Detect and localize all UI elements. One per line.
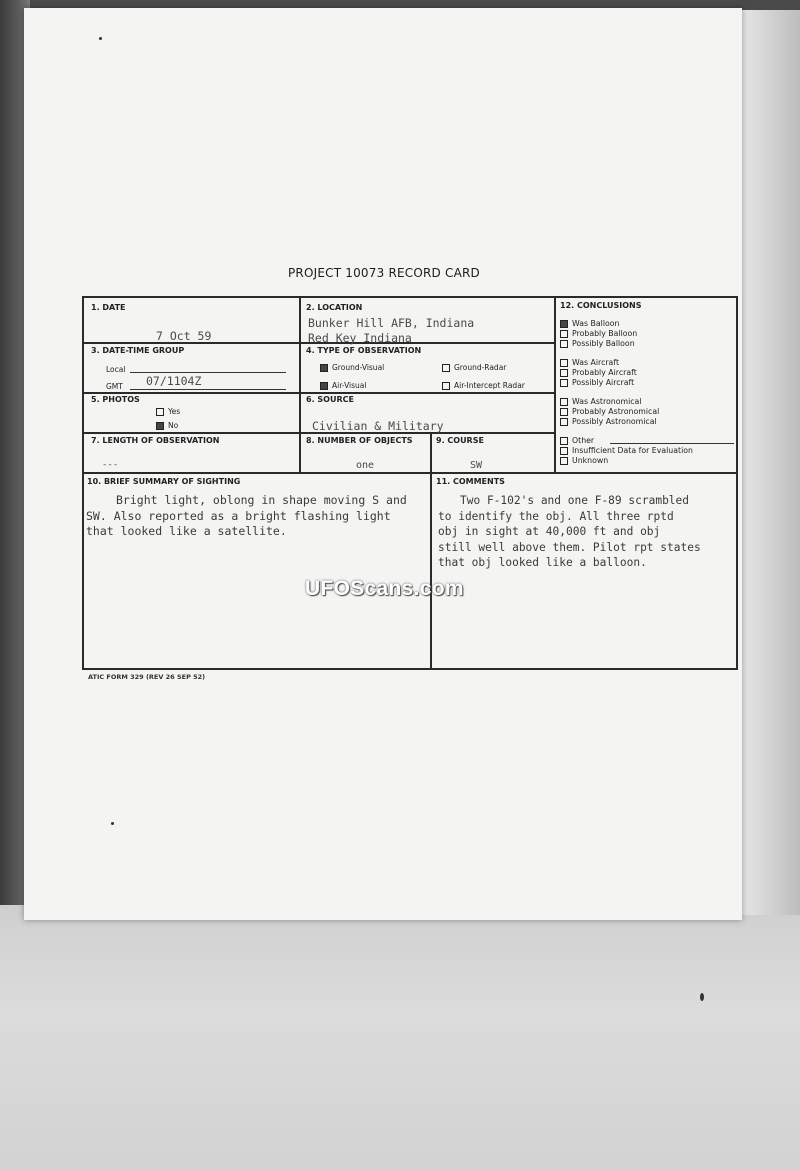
conclusion-was-astronomical: Was Astronomical <box>560 397 642 407</box>
comments-label: 11. COMMENTS <box>436 477 505 486</box>
checkbox-checked-icon <box>320 364 328 372</box>
location-line1: Bunker Hill AFB, Indiana <box>308 316 475 330</box>
local-label: Local <box>106 365 126 374</box>
gmt-label: GMT <box>106 382 123 391</box>
conclusion-possibly-astronomical: Possibly Astronomical <box>560 417 657 427</box>
scan-bottom-area <box>0 905 800 1170</box>
checkbox-icon <box>560 398 568 406</box>
date-value: 7 Oct 59 <box>156 329 212 343</box>
comments-line: obj in sight at 40,000 ft and obj <box>438 525 661 538</box>
conclusion-probably-balloon: Probably Balloon <box>560 329 637 339</box>
checkbox-checked-icon <box>156 422 164 430</box>
date-label: 1. DATE <box>91 303 126 312</box>
speck <box>111 822 114 825</box>
conclusion-probably-astronomical: Probably Astronomical <box>560 407 659 417</box>
checkbox-icon <box>442 364 450 372</box>
speck <box>99 37 102 40</box>
photos-no: No <box>156 421 178 430</box>
checkbox-icon <box>442 382 450 390</box>
divider-v2 <box>430 432 432 668</box>
summary-label: 10. BRIEF SUMMARY OF SIGHTING <box>87 477 241 486</box>
checkbox-icon <box>560 437 568 445</box>
checkbox-icon <box>560 359 568 367</box>
photos-label: 5. PHOTOS <box>91 395 140 404</box>
num-objects-label: 8. NUMBER OF OBJECTS <box>306 436 413 445</box>
comments-line: to identify the obj. All three rptd <box>438 509 674 523</box>
checkbox-icon <box>156 408 164 416</box>
checkbox-icon <box>560 447 568 455</box>
other-underline <box>610 443 734 444</box>
conclusion-was-balloon: Was Balloon <box>560 319 619 329</box>
summary-line: Bright light, oblong in shape moving S and <box>116 493 407 507</box>
gmt-underline <box>130 389 286 390</box>
summary-line: SW. Also reported as a bright flashing light <box>86 508 391 523</box>
obs-air-visual: Air-Visual <box>320 381 366 390</box>
checkbox-icon <box>560 379 568 387</box>
obs-type-label: 4. TYPE OF OBSERVATION <box>306 346 422 355</box>
checkbox-icon <box>560 408 568 416</box>
conclusion-possibly-aircraft: Possibly Aircraft <box>560 378 634 388</box>
watermark: UFOScans.com <box>305 577 464 600</box>
divider-h4 <box>84 472 738 474</box>
divider-v1 <box>299 298 301 472</box>
checkbox-checked-icon <box>320 382 328 390</box>
checkbox-icon <box>560 457 568 465</box>
photos-yes: Yes <box>156 407 180 416</box>
conclusion-possibly-balloon: Possibly Balloon <box>560 339 635 349</box>
summary-text <box>86 493 407 540</box>
dtg-label: 3. DATE-TIME GROUP <box>91 346 185 355</box>
record-card <box>82 296 738 670</box>
obs-air-intercept: Air-Intercept Radar <box>442 381 525 390</box>
comments-line: Two F-102's and one F-89 scrambled <box>460 494 690 507</box>
comments-line: that obj looked like a balloon. <box>438 556 647 569</box>
divider-h2 <box>84 392 554 394</box>
local-underline <box>130 372 286 373</box>
checkbox-icon <box>560 369 568 377</box>
summary-line: that looked like a satellite. <box>86 524 287 538</box>
checkbox-icon <box>560 418 568 426</box>
speck <box>700 993 704 1001</box>
source-value: Civilian & Military <box>312 419 444 433</box>
conclusion-was-aircraft: Was Aircraft <box>560 358 619 368</box>
length-value: --- <box>102 460 119 470</box>
card-title: PROJECT 10073 RECORD CARD <box>288 266 480 280</box>
checkbox-icon <box>560 340 568 348</box>
checkbox-icon <box>560 330 568 338</box>
conclusions-label: 12. CONCLUSIONS <box>560 301 642 310</box>
form-id: ATIC FORM 329 (REV 26 SEP 52) <box>88 673 206 681</box>
checkbox-checked-icon <box>560 320 568 328</box>
source-label: 6. SOURCE <box>306 395 354 404</box>
scan-right-edge <box>742 10 800 915</box>
num-objects-value: one <box>356 460 375 471</box>
divider-v-conclusions <box>554 298 556 472</box>
course-label: 9. COURSE <box>436 436 484 445</box>
gmt-value: 07/1104Z <box>146 374 202 388</box>
location-label: 2. LOCATION <box>306 303 363 312</box>
conclusion-unknown: Unknown <box>560 456 608 466</box>
course-value: SW <box>470 460 483 471</box>
conclusion-insufficient-data: Insufficient Data for Evaluation <box>560 446 693 456</box>
obs-ground-visual: Ground-Visual <box>320 363 384 372</box>
obs-ground-radar: Ground-Radar <box>442 363 506 372</box>
location-line2: Red Key Indiana <box>308 331 412 345</box>
conclusion-other: Other <box>560 436 594 446</box>
comments-text <box>438 493 701 571</box>
comments-line: still well above them. Pilot rpt states <box>438 540 701 554</box>
conclusion-probably-aircraft: Probably Aircraft <box>560 368 637 378</box>
length-label: 7. LENGTH OF OBSERVATION <box>91 436 220 445</box>
